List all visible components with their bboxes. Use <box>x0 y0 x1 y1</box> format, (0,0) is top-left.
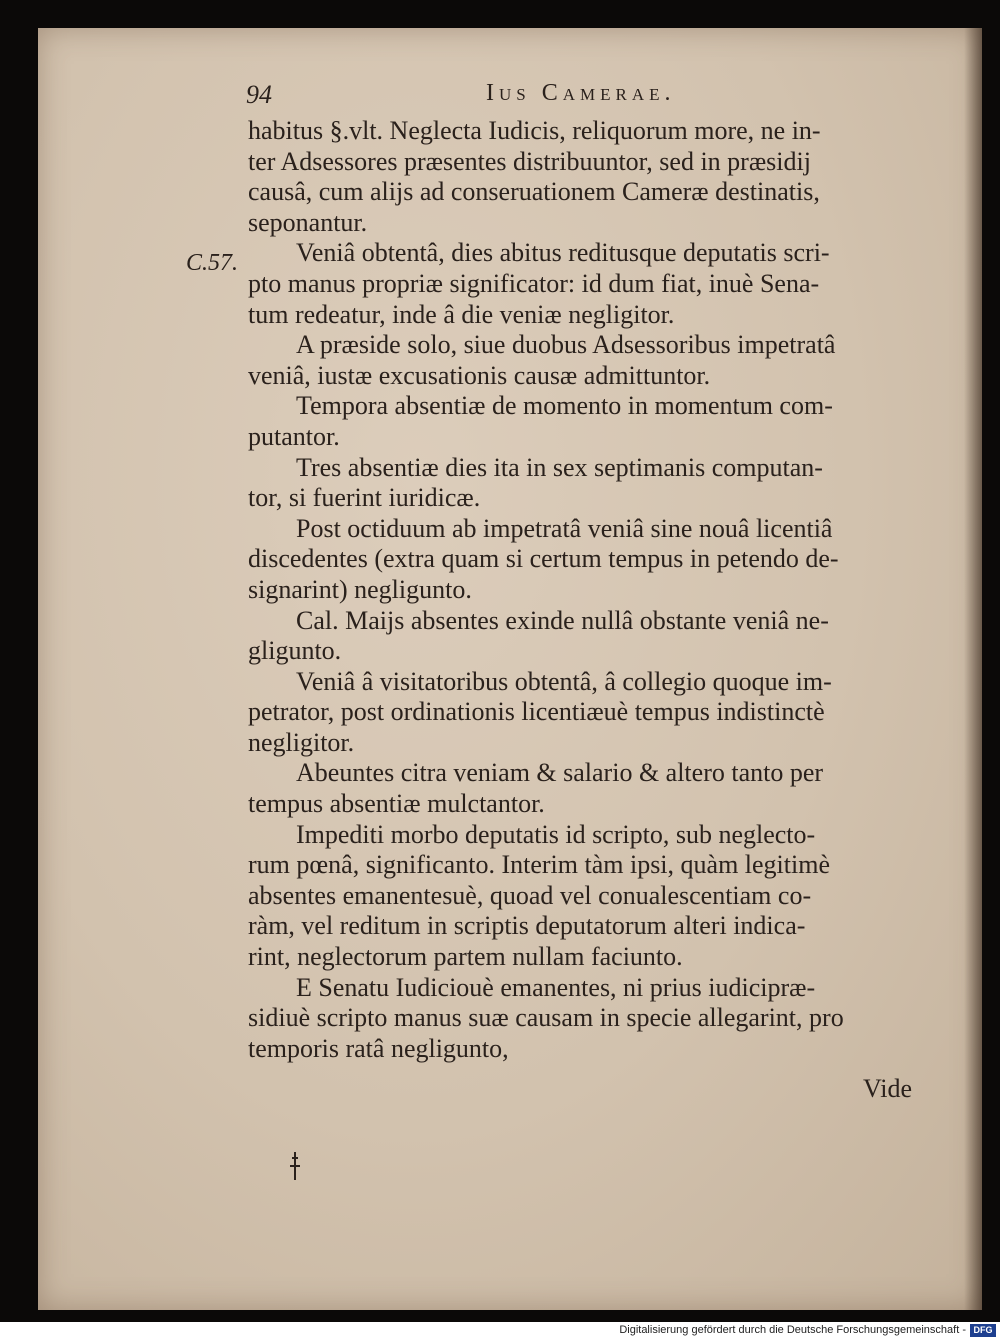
text-line: ràm, vel reditum in scriptis deputatorum alteri indica- <box>248 911 806 941</box>
text-line: Tempora absentiæ de momento in momentum com- <box>296 391 833 421</box>
text-line: putantor. <box>248 421 340 451</box>
printer-ornament-icon <box>288 1150 302 1182</box>
text-line: pto manus propriæ significator: id dum fiat, inuè Sena- <box>248 268 820 298</box>
text-line: Cal. Maijs absentes exinde nullâ obstante veniâ ne- <box>296 605 829 635</box>
text-line: Veniâ â visitatoribus obtentâ, â collegio quoque im- <box>296 666 832 696</box>
margin-note: C.57. <box>186 250 239 276</box>
text-line: tempus absentiæ mulctantor. <box>248 789 545 819</box>
page-header <box>246 80 846 114</box>
text-line: gligunto. <box>248 636 342 666</box>
text-line: E Senatu Iudiciouè emanentes, ni prius iudicipræ- <box>296 972 816 1002</box>
running-head: Ius Camerae. <box>486 80 676 106</box>
text-line: A præside solo, siue duobus Adsessoribus impetratâ <box>296 330 836 360</box>
dfg-logo: DFG <box>970 1324 996 1337</box>
text-line: absentes emanentesuè, quoad vel conualescentiam co- <box>248 880 812 910</box>
text-line: Post octiduum ab impetratâ veniâ sine nouâ licentiâ <box>296 513 833 543</box>
text-line: veniâ, iustæ excusationis causæ admittuntor. <box>248 360 711 390</box>
text-line: tor, si fuerint iuridicæ. <box>248 483 481 513</box>
catchword: Vide <box>863 1074 912 1103</box>
text-line: discedentes (extra quam si certum tempus in petendo de- <box>248 544 839 574</box>
text-line: habitus §.vlt. Neglecta Iudicis, reliquorum more, ne in- <box>248 116 821 145</box>
text-line: Impediti morbo deputatis id scripto, sub neglecto- <box>296 819 816 849</box>
page-edge-shadow <box>964 28 982 1310</box>
page-number: 94 <box>246 80 272 109</box>
text-line: petrator, post ordinationis licentiæuè tempus indistinctè <box>248 697 825 727</box>
body-text <box>248 116 928 1064</box>
text-line: signarint) negligunto. <box>248 574 472 604</box>
text-line: ter Adsessores præsentes distribuuntor, sed in præsidij <box>248 146 811 176</box>
text-line: Abeuntes citra veniam & salario & altero tanto per <box>296 758 824 788</box>
footer-bar <box>0 1322 1000 1339</box>
text-line: sidiuè scripto manus suæ causam in specie allegarint, pro <box>248 1003 844 1033</box>
text-line: rint, neglectorum partem nullam faciunto. <box>248 942 683 972</box>
text-line: negligitor. <box>248 727 355 757</box>
text-line: causâ, cum alijs ad conseruationem Cameræ destinatis, <box>248 177 820 207</box>
text-line: seponantur. <box>248 207 368 237</box>
text-line: Tres absentiæ dies ita in sex septimanis computan- <box>296 452 823 482</box>
footer-credit: Digitalisierung gefördert durch die Deutsche Forschungsgemeinschaft - <box>619 1324 966 1336</box>
text-line: Veniâ obtentâ, dies abitus reditusque deputatis scri- <box>296 238 830 268</box>
text-line: temporis ratâ negligunto, <box>248 1033 509 1063</box>
text-line: rum pœnâ, significanto. Interim tàm ipsi, quàm legitimè <box>248 850 830 880</box>
text-line: tum redeatur, inde â die veniæ negligitor. <box>248 299 675 329</box>
